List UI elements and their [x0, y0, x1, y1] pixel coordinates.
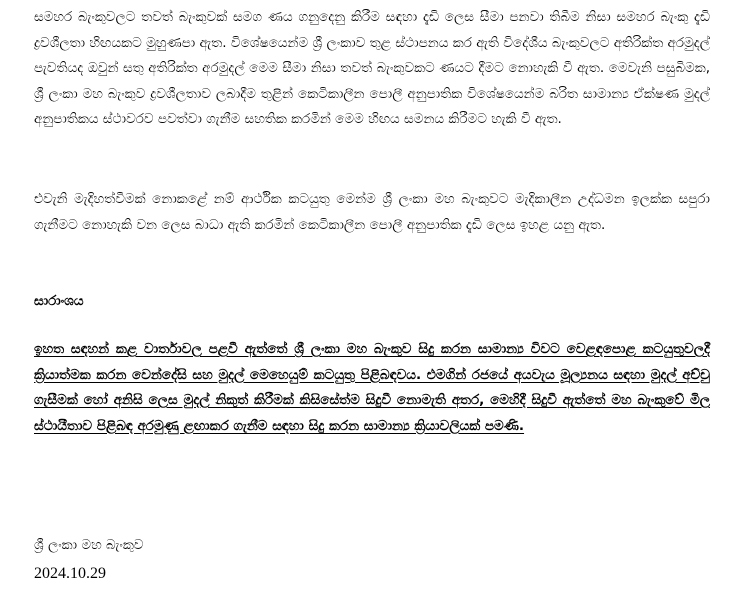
signature-line: ශ්‍රී ලංකා මහ බැංකුව [34, 537, 144, 553]
body-paragraph-1: සමහර බැංකුවලට තවත් බැංකුවක් සමග ණය ගනුදෙනු කිරීම සඳහා දැඩි ලෙස සීමා පනවා තිබීම නිසා සමහර බැංකු දැඩි ද්‍රවශීලතා හිඟයකට මුහුණපා ඇත. විශේෂයෙන්ම ශ්‍රී ලංකාව තුළ ස්ථාපනය කර ඇති විදේශීය බැංකුවලට අතිරික්ත අරමුදල් පැවතියද ඔවුන් සතු අතිරික්ත අරමුදල් මෙම සීමා නිසා තවත් බැංකුවකට ණයට දීමට නොහැකි වී ඇත. මෙවැනි පසුබිමක, ශ්‍රී ලංකා මහ බැංකුව ද්‍රවශීලතාව ලබාදීම තුළින් කෙටිකාලීන පොලී අනුපාතික විශේෂයෙන්ම බරිත සාමාන්‍ය ඒක්ෂණ මුදල් අනුපාතිකය ස්ථාවරව පවත්වා ගැනීම සහතික කරමින් මෙම හිඟය සමනය කිරීමට හැකි වී ඇත. [34, 9, 710, 127]
summary-paragraph: ඉහත සඳහන් කළ වාර්තාවල පළවී ඇත්තේ ශ්‍රී ලංකා මහ බැංකුව සිදු කරන සාමාන්‍ය විවට වෙළඳපොළ කටයුතුවලදී ක්‍රියාත්මක කරන වෙන්දේසි සහ මුදල් මෙහෙයුම් කටයුතු පිළිබඳවය. එමගින් රජයේ අයවැය මූල්‍යනය සඳහා මුදල් අච්චු ගැසීමක් හෝ අනිසි ලෙස මුදල් නිකුත් කිරීමක් කිසිසේත්ම සිදුවී නොමැති අතර, මෙහිදී සිදුවී ඇත්තේ මහ බැංකුවේ මිල ස්ථායීතාව පිළිබඳ අරමුණු ළඟාකර ගැනීම සඳහා සිදු කරන සාමාන්‍ය ක්‍රියාවලියක් පමණි. [34, 341, 710, 434]
document-date: 2024.10.29 [34, 565, 106, 582]
body-paragraph-2: එවැනි මැදිහත්වීමක් නොකළේ නම් ආර්ථික කටයුතු මෙන්ම ශ්‍රී ලංකා මහ බැංකුවට මැදිකාලීන උද්ධමන ඉලක්ක සපුරා ගැනීමට නොහැකි වන ලෙස බාධා ඇති කරමින් කෙටිකාලීන පොලී අනුපාතික දැඩි ලෙස ඉහළ යනු ඇත. [34, 191, 710, 233]
summary-heading: සාරාංශය [34, 293, 84, 309]
